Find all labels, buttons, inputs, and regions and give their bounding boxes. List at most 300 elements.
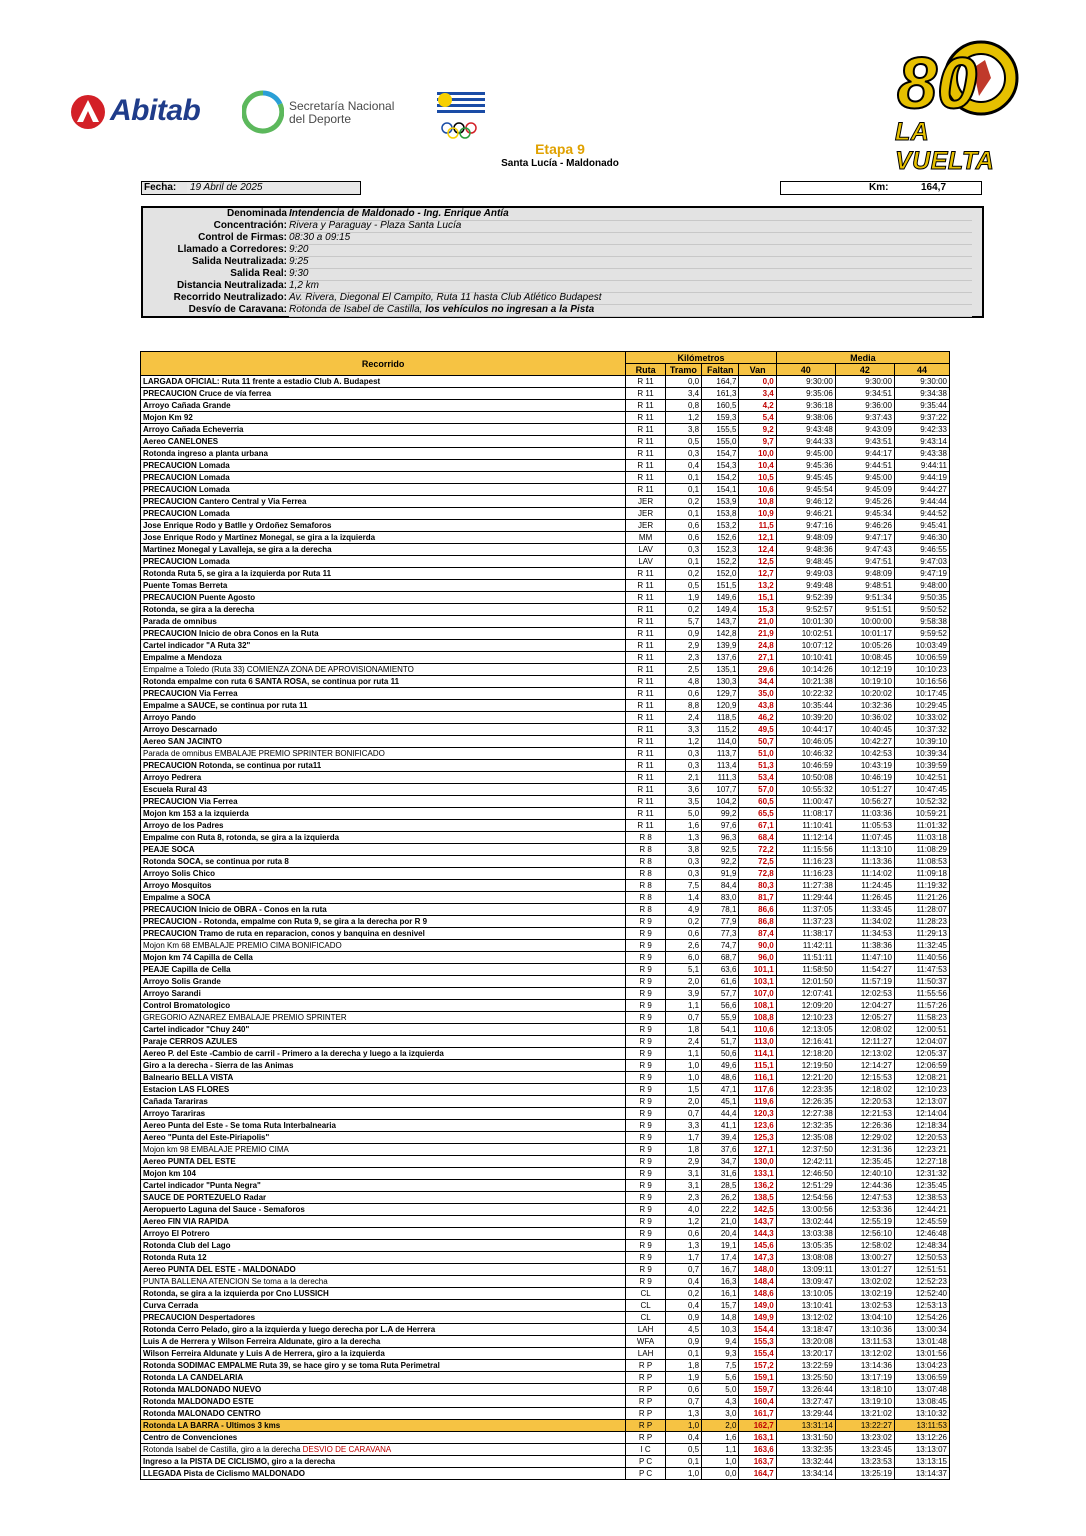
route-faltan: 3,0 bbox=[702, 1408, 739, 1420]
route-road: P C bbox=[626, 1468, 665, 1480]
route-faltan: 48,6 bbox=[702, 1072, 739, 1084]
route-row bbox=[141, 724, 950, 736]
route-tramo: 2,3 bbox=[665, 652, 701, 664]
route-van: 127,1 bbox=[739, 1144, 776, 1156]
route-time-44: 13:01:56 bbox=[894, 1348, 949, 1360]
route-tramo: 0,7 bbox=[665, 1264, 701, 1276]
route-description: Rotonda MALDONADO ESTE bbox=[141, 1396, 626, 1408]
route-time-42: 11:14:02 bbox=[835, 868, 894, 880]
route-time-40: 13:03:38 bbox=[776, 1228, 835, 1240]
route-road: JER bbox=[626, 520, 665, 532]
route-time-44: 9:48:00 bbox=[894, 580, 949, 592]
route-time-42: 10:42:53 bbox=[835, 748, 894, 760]
route-van: 103,1 bbox=[739, 976, 776, 988]
route-time-42: 12:26:36 bbox=[835, 1120, 894, 1132]
route-row bbox=[141, 532, 950, 544]
route-description: Rotonda Ruta 12 bbox=[141, 1252, 626, 1264]
route-faltan: 161,3 bbox=[702, 388, 739, 400]
route-faltan: 149,4 bbox=[702, 604, 739, 616]
route-time-40: 12:35:08 bbox=[776, 1132, 835, 1144]
route-time-44: 12:05:37 bbox=[894, 1048, 949, 1060]
route-time-40: 12:10:23 bbox=[776, 1012, 835, 1024]
route-faltan: 118,5 bbox=[702, 712, 739, 724]
route-row bbox=[141, 508, 950, 520]
route-description: PRECAUCION Despertadores bbox=[141, 1312, 626, 1324]
route-row bbox=[141, 1036, 950, 1048]
route-faltan: 10,3 bbox=[702, 1324, 739, 1336]
route-tramo: 0,3 bbox=[665, 856, 701, 868]
route-faltan: 91,9 bbox=[702, 868, 739, 880]
route-faltan: 16,1 bbox=[702, 1288, 739, 1300]
route-van: 149,9 bbox=[739, 1312, 776, 1324]
route-row bbox=[141, 568, 950, 580]
distance-box bbox=[780, 181, 982, 195]
route-tramo: 3,5 bbox=[665, 796, 701, 808]
route-tramo: 3,6 bbox=[665, 784, 701, 796]
route-description: PRECAUCION Inicio de obra Conos en la Ruta bbox=[141, 628, 626, 640]
route-tramo: 2,0 bbox=[665, 1096, 701, 1108]
route-time-44: 12:31:32 bbox=[894, 1168, 949, 1180]
info-value: Rotonda de Isabel de Castilla, los vehículos no ingresan a la Pista bbox=[289, 304, 972, 317]
route-tramo: 0,4 bbox=[665, 1432, 701, 1444]
route-faltan: 74,7 bbox=[702, 940, 739, 952]
route-time-40: 13:32:35 bbox=[776, 1444, 835, 1456]
route-description: Escuela Rural 43 bbox=[141, 784, 626, 796]
route-time-42: 9:30:00 bbox=[835, 376, 894, 388]
route-faltan: 77,3 bbox=[702, 928, 739, 940]
route-road: R 11 bbox=[626, 616, 665, 628]
distance-label: Km: bbox=[869, 182, 889, 193]
route-description: Arroyo Solis Chico bbox=[141, 868, 626, 880]
route-road: R 8 bbox=[626, 844, 665, 856]
route-van: 117,6 bbox=[739, 1084, 776, 1096]
route-van: 155,3 bbox=[739, 1336, 776, 1348]
info-key: Llamado a Corredores: bbox=[177, 244, 287, 255]
route-time-44: 11:09:18 bbox=[894, 868, 949, 880]
route-description: Jose Enrique Rodo y Batlle y Ordoñez Semaforos bbox=[141, 520, 626, 532]
route-tramo: 0,6 bbox=[665, 532, 701, 544]
route-time-42: 9:34:51 bbox=[835, 388, 894, 400]
route-time-42: 12:04:27 bbox=[835, 1000, 894, 1012]
route-time-40: 12:16:41 bbox=[776, 1036, 835, 1048]
route-time-40: 9:49:48 bbox=[776, 580, 835, 592]
route-time-40: 13:22:59 bbox=[776, 1360, 835, 1372]
route-faltan: 160,5 bbox=[702, 400, 739, 412]
route-time-44: 12:52:40 bbox=[894, 1288, 949, 1300]
route-road: R 11 bbox=[626, 652, 665, 664]
route-faltan: 83,0 bbox=[702, 892, 739, 904]
route-description: GREGORIO AZNAREZ EMBALAJE PREMIO SPRINTER bbox=[141, 1012, 626, 1024]
route-time-42: 13:11:53 bbox=[835, 1336, 894, 1348]
route-tramo: 0,8 bbox=[665, 400, 701, 412]
route-road: R 9 bbox=[626, 1084, 665, 1096]
header-ruta: Ruta bbox=[626, 364, 665, 376]
route-faltan: 104,2 bbox=[702, 796, 739, 808]
route-row bbox=[141, 772, 950, 784]
route-time-44: 12:46:48 bbox=[894, 1228, 949, 1240]
route-row bbox=[141, 832, 950, 844]
route-road: R 11 bbox=[626, 676, 665, 688]
route-time-40: 9:48:45 bbox=[776, 556, 835, 568]
route-row bbox=[141, 1348, 950, 1360]
route-van: 142,5 bbox=[739, 1204, 776, 1216]
route-road: MM bbox=[626, 532, 665, 544]
route-time-42: 9:47:43 bbox=[835, 544, 894, 556]
route-faltan: 15,7 bbox=[702, 1300, 739, 1312]
route-time-40: 10:46:05 bbox=[776, 736, 835, 748]
route-description: PRECAUCION Lomada bbox=[141, 460, 626, 472]
route-row bbox=[141, 1384, 950, 1396]
info-row bbox=[143, 244, 982, 256]
route-time-42: 13:23:02 bbox=[835, 1432, 894, 1444]
route-faltan: 39,4 bbox=[702, 1132, 739, 1144]
route-time-40: 12:07:41 bbox=[776, 988, 835, 1000]
header-speed-44: 44 bbox=[894, 364, 949, 376]
route-row bbox=[141, 1360, 950, 1372]
route-time-42: 11:24:45 bbox=[835, 880, 894, 892]
route-time-44: 9:44:44 bbox=[894, 496, 949, 508]
route-description: Rotonda ingreso a planta urbana bbox=[141, 448, 626, 460]
route-time-42: 13:23:53 bbox=[835, 1456, 894, 1468]
route-time-42: 12:53:36 bbox=[835, 1204, 894, 1216]
route-time-42: 11:05:53 bbox=[835, 820, 894, 832]
route-tramo: 2,3 bbox=[665, 1192, 701, 1204]
header-recorrido: Recorrido bbox=[141, 352, 626, 376]
route-time-44: 12:44:21 bbox=[894, 1204, 949, 1216]
route-road: R 9 bbox=[626, 964, 665, 976]
route-row bbox=[141, 1084, 950, 1096]
route-van: 10,0 bbox=[739, 448, 776, 460]
route-van: 90,0 bbox=[739, 940, 776, 952]
route-van: 51,0 bbox=[739, 748, 776, 760]
route-road: JER bbox=[626, 496, 665, 508]
stage-title: Etapa 9 bbox=[535, 141, 585, 157]
route-faltan: 96,3 bbox=[702, 832, 739, 844]
route-description: PRECAUCION Lomada bbox=[141, 472, 626, 484]
route-row bbox=[141, 628, 950, 640]
route-faltan: 1,1 bbox=[702, 1444, 739, 1456]
route-faltan: 152,3 bbox=[702, 544, 739, 556]
route-road: R 8 bbox=[626, 856, 665, 868]
route-time-42: 9:48:09 bbox=[835, 568, 894, 580]
route-van: 67,1 bbox=[739, 820, 776, 832]
route-road: R 11 bbox=[626, 736, 665, 748]
route-tramo: 1,4 bbox=[665, 892, 701, 904]
route-tramo: 1,8 bbox=[665, 1144, 701, 1156]
info-key: Desvío de Caravana: bbox=[188, 304, 287, 315]
route-van: 110,6 bbox=[739, 1024, 776, 1036]
route-description: Ingreso a la PISTA DE CICLISMO, giro a la derecha bbox=[141, 1456, 626, 1468]
route-time-44: 10:39:59 bbox=[894, 760, 949, 772]
route-tramo: 0,2 bbox=[665, 604, 701, 616]
route-time-44: 12:08:21 bbox=[894, 1072, 949, 1084]
route-row bbox=[141, 880, 950, 892]
route-description: Aereo "Punta del Este-Piriapolis" bbox=[141, 1132, 626, 1144]
route-description: Jose Enrique Rodo y Martinez Monegal, se gira a la izquierda bbox=[141, 532, 626, 544]
route-description: Arroyo Tarariras bbox=[141, 1108, 626, 1120]
route-faltan: 142,8 bbox=[702, 628, 739, 640]
route-van: 68,4 bbox=[739, 832, 776, 844]
route-faltan: 153,8 bbox=[702, 508, 739, 520]
route-time-42: 9:48:51 bbox=[835, 580, 894, 592]
route-time-44: 10:37:32 bbox=[894, 724, 949, 736]
route-faltan: 151,5 bbox=[702, 580, 739, 592]
abitab-icon bbox=[70, 94, 106, 130]
route-row bbox=[141, 484, 950, 496]
route-time-42: 12:31:36 bbox=[835, 1144, 894, 1156]
route-faltan: 21,0 bbox=[702, 1216, 739, 1228]
route-description: Puente Tomas Berreta bbox=[141, 580, 626, 592]
route-van: 10,9 bbox=[739, 508, 776, 520]
route-description: PRECAUCION Lomada bbox=[141, 556, 626, 568]
route-time-40: 12:32:35 bbox=[776, 1120, 835, 1132]
route-faltan: 155,0 bbox=[702, 436, 739, 448]
route-road: R 11 bbox=[626, 592, 665, 604]
route-time-44: 11:08:29 bbox=[894, 844, 949, 856]
route-van: 9,2 bbox=[739, 424, 776, 436]
route-time-42: 12:14:27 bbox=[835, 1060, 894, 1072]
route-time-42: 12:11:27 bbox=[835, 1036, 894, 1048]
route-row bbox=[141, 736, 950, 748]
route-road: R 11 bbox=[626, 688, 665, 700]
route-time-44: 9:42:33 bbox=[894, 424, 949, 436]
route-van: 108,1 bbox=[739, 1000, 776, 1012]
route-faltan: 63,6 bbox=[702, 964, 739, 976]
route-van: 159,7 bbox=[739, 1384, 776, 1396]
route-faltan: 143,7 bbox=[702, 616, 739, 628]
route-row bbox=[141, 1000, 950, 1012]
route-faltan: 47,1 bbox=[702, 1084, 739, 1096]
abitab-logo bbox=[70, 92, 205, 132]
route-road: R 11 bbox=[626, 448, 665, 460]
route-time-42: 11:57:19 bbox=[835, 976, 894, 988]
route-tramo: 3,1 bbox=[665, 1180, 701, 1192]
route-van: 10,6 bbox=[739, 484, 776, 496]
route-road: R 9 bbox=[626, 1276, 665, 1288]
route-time-42: 9:45:26 bbox=[835, 496, 894, 508]
route-time-40: 13:31:14 bbox=[776, 1420, 835, 1432]
route-time-44: 12:06:59 bbox=[894, 1060, 949, 1072]
route-row bbox=[141, 1108, 950, 1120]
route-van: 163,1 bbox=[739, 1432, 776, 1444]
route-tramo: 1,5 bbox=[665, 1084, 701, 1096]
route-row bbox=[141, 676, 950, 688]
route-road: R 9 bbox=[626, 1240, 665, 1252]
route-faltan: 19,1 bbox=[702, 1240, 739, 1252]
route-time-42: 13:22:27 bbox=[835, 1420, 894, 1432]
route-time-42: 13:12:02 bbox=[835, 1348, 894, 1360]
route-road: R 9 bbox=[626, 1096, 665, 1108]
route-time-40: 11:27:38 bbox=[776, 880, 835, 892]
route-tramo: 0,6 bbox=[665, 1384, 701, 1396]
route-faltan: 154,3 bbox=[702, 460, 739, 472]
route-time-42: 11:38:36 bbox=[835, 940, 894, 952]
route-time-40: 11:16:23 bbox=[776, 856, 835, 868]
route-faltan: 137,6 bbox=[702, 652, 739, 664]
route-road: CL bbox=[626, 1300, 665, 1312]
route-time-42: 12:18:02 bbox=[835, 1084, 894, 1096]
route-row bbox=[141, 388, 950, 400]
route-faltan: 56,6 bbox=[702, 1000, 739, 1012]
route-time-40: 10:50:08 bbox=[776, 772, 835, 784]
route-row bbox=[141, 616, 950, 628]
route-tramo: 2,6 bbox=[665, 940, 701, 952]
route-time-42: 11:07:45 bbox=[835, 832, 894, 844]
route-faltan: 9,4 bbox=[702, 1336, 739, 1348]
route-time-40: 10:22:32 bbox=[776, 688, 835, 700]
route-time-44: 10:10:23 bbox=[894, 664, 949, 676]
route-van: 72,8 bbox=[739, 868, 776, 880]
route-time-44: 9:45:41 bbox=[894, 520, 949, 532]
route-description: PRECAUCION Via Ferrea bbox=[141, 688, 626, 700]
route-time-40: 9:38:06 bbox=[776, 412, 835, 424]
route-time-44: 11:08:53 bbox=[894, 856, 949, 868]
route-time-40: 9:45:54 bbox=[776, 484, 835, 496]
route-time-40: 12:37:50 bbox=[776, 1144, 835, 1156]
route-time-40: 11:10:41 bbox=[776, 820, 835, 832]
info-value: Rivera y Paraguay - Plaza Santa Lucía bbox=[289, 220, 972, 233]
route-time-40: 13:32:44 bbox=[776, 1456, 835, 1468]
route-description: Aereo P. del Este -Cambio de carril - Primero a la derecha y luego a la izquierda bbox=[141, 1048, 626, 1060]
vuelta-80-logo bbox=[893, 38, 1025, 175]
route-faltan: 92,2 bbox=[702, 856, 739, 868]
route-time-42: 9:45:34 bbox=[835, 508, 894, 520]
route-road: R 9 bbox=[626, 928, 665, 940]
route-time-44: 9:37:22 bbox=[894, 412, 949, 424]
route-road: R 11 bbox=[626, 712, 665, 724]
route-faltan: 164,7 bbox=[702, 376, 739, 388]
route-tramo: 1,8 bbox=[665, 1024, 701, 1036]
route-time-42: 13:23:45 bbox=[835, 1444, 894, 1456]
route-description: Cañada Tarariras bbox=[141, 1096, 626, 1108]
route-road: R 9 bbox=[626, 988, 665, 1000]
route-van: 72,2 bbox=[739, 844, 776, 856]
route-time-44: 10:47:45 bbox=[894, 784, 949, 796]
route-van: 10,8 bbox=[739, 496, 776, 508]
route-faltan: 92,5 bbox=[702, 844, 739, 856]
route-time-42: 9:44:51 bbox=[835, 460, 894, 472]
route-row bbox=[141, 604, 950, 616]
route-faltan: 135,1 bbox=[702, 664, 739, 676]
route-time-44: 9:46:55 bbox=[894, 544, 949, 556]
route-tramo: 0,6 bbox=[665, 928, 701, 940]
route-road: R 11 bbox=[626, 388, 665, 400]
route-tramo: 4,0 bbox=[665, 1204, 701, 1216]
route-time-44: 9:47:19 bbox=[894, 568, 949, 580]
route-time-40: 11:37:05 bbox=[776, 904, 835, 916]
route-time-40: 10:21:38 bbox=[776, 676, 835, 688]
route-faltan: 99,2 bbox=[702, 808, 739, 820]
route-road: R 8 bbox=[626, 892, 665, 904]
route-van: 130,0 bbox=[739, 1156, 776, 1168]
route-time-42: 12:55:19 bbox=[835, 1216, 894, 1228]
route-tramo: 1,1 bbox=[665, 1000, 701, 1012]
route-description: PRECAUCION Lomada bbox=[141, 484, 626, 496]
route-time-40: 9:49:03 bbox=[776, 568, 835, 580]
route-time-40: 10:02:51 bbox=[776, 628, 835, 640]
route-time-42: 12:47:53 bbox=[835, 1192, 894, 1204]
route-road: R 9 bbox=[626, 1108, 665, 1120]
route-time-42: 13:18:10 bbox=[835, 1384, 894, 1396]
route-time-40: 11:29:44 bbox=[776, 892, 835, 904]
route-van: 43,8 bbox=[739, 700, 776, 712]
route-tramo: 1,0 bbox=[665, 1060, 701, 1072]
route-road: R 9 bbox=[626, 916, 665, 928]
route-row bbox=[141, 760, 950, 772]
route-road: R 11 bbox=[626, 424, 665, 436]
header-kilometros: Kilómetros bbox=[626, 352, 776, 364]
route-time-40: 10:46:59 bbox=[776, 760, 835, 772]
route-time-42: 12:08:02 bbox=[835, 1024, 894, 1036]
uruguay-olympic-logo bbox=[435, 90, 487, 140]
route-van: 162,7 bbox=[739, 1420, 776, 1432]
route-tramo: 0,7 bbox=[665, 1108, 701, 1120]
route-time-44: 11:28:07 bbox=[894, 904, 949, 916]
route-time-42: 12:56:10 bbox=[835, 1228, 894, 1240]
route-description: Mojon km 153 a la izquierda bbox=[141, 808, 626, 820]
route-road: LAV bbox=[626, 544, 665, 556]
route-row bbox=[141, 1168, 950, 1180]
route-road: R 9 bbox=[626, 1228, 665, 1240]
route-description: Rotonda SODIMAC EMPALME Ruta 39, se hace giro y se toma Ruta Perimetral bbox=[141, 1360, 626, 1372]
route-tramo: 2,1 bbox=[665, 772, 701, 784]
route-tramo: 0,2 bbox=[665, 496, 701, 508]
route-time-42: 9:46:26 bbox=[835, 520, 894, 532]
route-van: 87,4 bbox=[739, 928, 776, 940]
route-row bbox=[141, 1468, 950, 1480]
route-van: 163,7 bbox=[739, 1456, 776, 1468]
route-road: R 11 bbox=[626, 796, 665, 808]
route-road: R 9 bbox=[626, 1264, 665, 1276]
route-time-40: 13:20:08 bbox=[776, 1336, 835, 1348]
route-time-44: 11:40:56 bbox=[894, 952, 949, 964]
route-time-44: 12:51:51 bbox=[894, 1264, 949, 1276]
route-row bbox=[141, 1252, 950, 1264]
route-time-42: 11:26:45 bbox=[835, 892, 894, 904]
route-time-40: 12:51:29 bbox=[776, 1180, 835, 1192]
route-time-40: 12:42:11 bbox=[776, 1156, 835, 1168]
route-time-44: 11:29:13 bbox=[894, 928, 949, 940]
route-time-44: 13:04:23 bbox=[894, 1360, 949, 1372]
route-tramo: 0,5 bbox=[665, 580, 701, 592]
route-description: Rotonda MALDONADO NUEVO bbox=[141, 1384, 626, 1396]
route-time-40: 11:51:11 bbox=[776, 952, 835, 964]
route-row bbox=[141, 904, 950, 916]
info-value: Av. Rivera, Diegonal El Campito, Ruta 11 hasta Club Atlético Budapest bbox=[289, 292, 972, 305]
route-row bbox=[141, 496, 950, 508]
route-faltan: 113,7 bbox=[702, 748, 739, 760]
route-van: 119,6 bbox=[739, 1096, 776, 1108]
route-van: 21,0 bbox=[739, 616, 776, 628]
route-tramo: 3,1 bbox=[665, 1168, 701, 1180]
route-road: WFA bbox=[626, 1336, 665, 1348]
route-tramo: 1,3 bbox=[665, 1408, 701, 1420]
route-time-40: 11:12:14 bbox=[776, 832, 835, 844]
route-road: R 9 bbox=[626, 1120, 665, 1132]
route-tramo: 3,8 bbox=[665, 844, 701, 856]
route-road: R P bbox=[626, 1396, 665, 1408]
snd-ring-icon bbox=[242, 90, 284, 134]
route-tramo: 0,2 bbox=[665, 568, 701, 580]
route-tramo: 1,0 bbox=[665, 1420, 701, 1432]
route-tramo: 1,7 bbox=[665, 1252, 701, 1264]
route-description: Rotonda Ruta 5, se gira a la izquierda por Ruta 11 bbox=[141, 568, 626, 580]
route-tramo: 1,3 bbox=[665, 832, 701, 844]
route-time-40: 10:46:32 bbox=[776, 748, 835, 760]
route-van: 34,4 bbox=[739, 676, 776, 688]
route-row bbox=[141, 1012, 950, 1024]
route-row bbox=[141, 964, 950, 976]
